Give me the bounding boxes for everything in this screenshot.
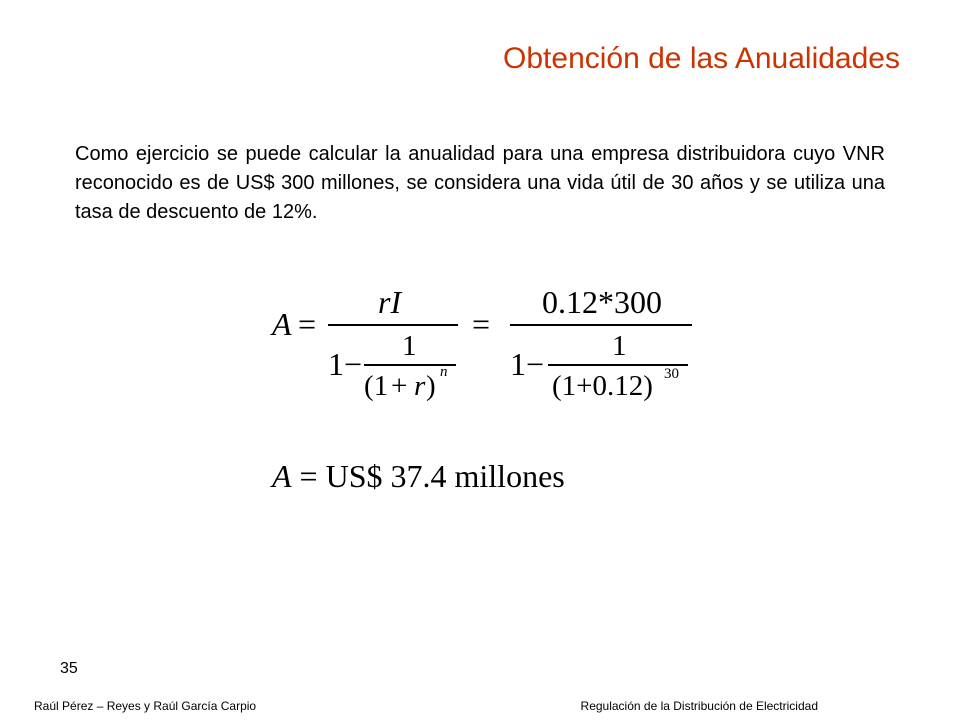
formula-denominator-minus: −: [344, 346, 363, 382]
exponent-n: n: [440, 364, 448, 380]
formula-lhs: A: [272, 306, 292, 342]
inner-numerator-one-1: 1: [402, 330, 417, 362]
result-formula: [272, 458, 565, 495]
body-paragraph: Como ejercicio se puede calcular la anualidad para una empresa distribuidora cuyo VNR reconocido es de US$ 300 millones, se considera una vida útil de 30 años y se utiliza una tasa de descuento de 12%.: [75, 143, 885, 223]
annuity-formula: [260, 280, 710, 420]
result-equals: =: [299, 458, 318, 494]
fraction-bar-main-1: [328, 324, 458, 326]
footer-authors: Raúl Pérez – Reyes y Raúl García Carpio: [34, 699, 257, 713]
inner-numerator-one-2: 1: [612, 330, 627, 362]
inner-paren-close: ): [426, 370, 436, 402]
numeric-denominator-one: 1: [510, 346, 526, 382]
fraction-bar-main-2: [510, 324, 692, 326]
formula-equals-1: =: [298, 306, 317, 342]
page-number: 35: [60, 660, 78, 677]
exponent-30: 30: [664, 366, 679, 382]
inner-r: r: [414, 370, 426, 402]
footer-course: Regulación de la Distribución de Electricidad: [580, 699, 818, 713]
formula-numerator-numeric: 0.12*300: [542, 284, 662, 320]
slide-title: Obtención de las Anualidades: [503, 42, 900, 75]
numeric-denominator-minus: −: [526, 346, 545, 382]
result-value: US$ 37.4 millones: [325, 458, 565, 494]
result-lhs: A: [272, 458, 292, 494]
inner-paren-numeric: (1+0.12): [552, 370, 653, 402]
formula-numerator-symbolic: rI: [378, 284, 402, 320]
inner-paren-open: (1: [364, 370, 389, 402]
formula-equals-2: =: [472, 306, 491, 342]
formula-denominator-one: 1: [328, 346, 344, 382]
inner-plus: +: [391, 370, 408, 402]
